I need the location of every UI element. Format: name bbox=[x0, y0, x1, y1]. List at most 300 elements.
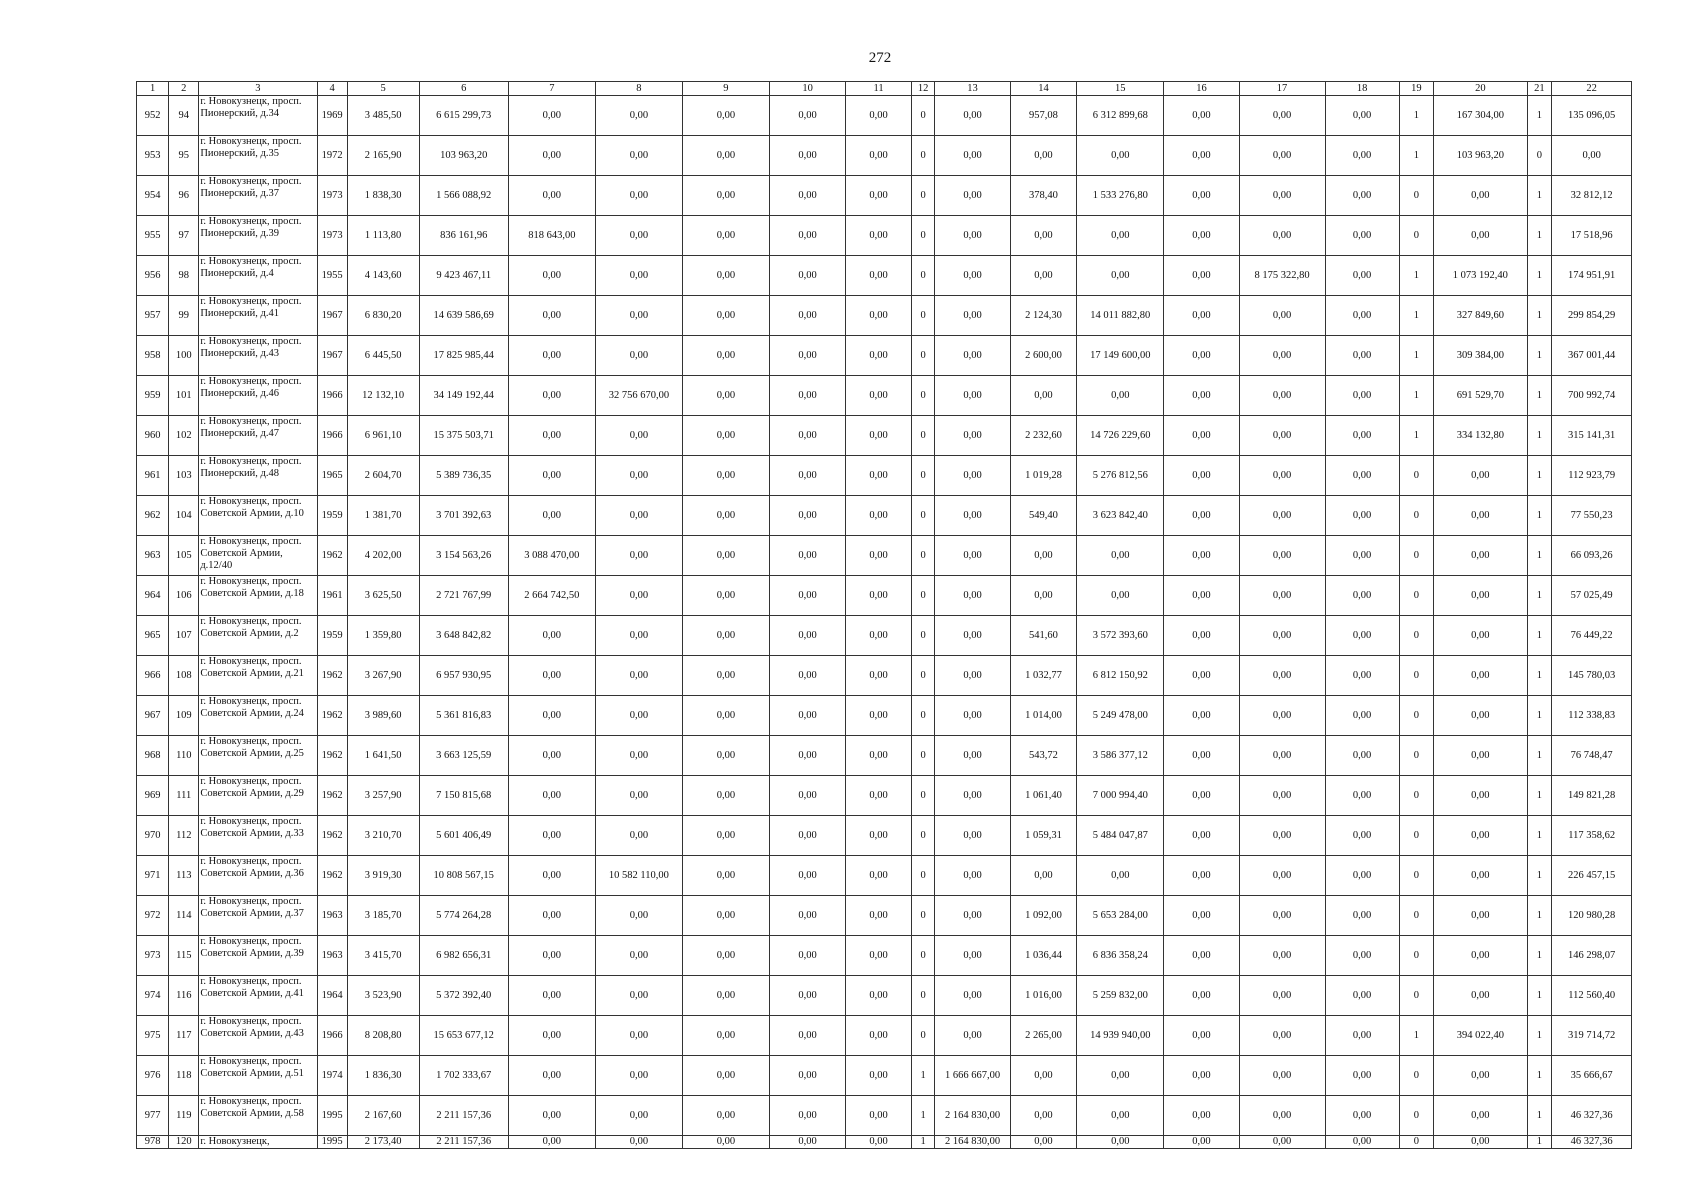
table-cell: 0,00 bbox=[682, 576, 769, 616]
table-cell: 96 bbox=[169, 176, 199, 216]
table-cell: 103 963,20 bbox=[1434, 136, 1528, 176]
address-cell: г. Новокузнецк, просп. Советской Армии, д.51 bbox=[199, 1056, 317, 1096]
table-cell: 1955 bbox=[317, 256, 347, 296]
column-header: 13 bbox=[935, 82, 1010, 96]
table-cell: 0,00 bbox=[769, 176, 845, 216]
table-cell: 1 bbox=[1527, 96, 1552, 136]
table-cell: 0,00 bbox=[1239, 976, 1325, 1016]
table-cell: 969 bbox=[137, 776, 169, 816]
table-cell: 3 210,70 bbox=[347, 816, 419, 856]
table-cell: 1 bbox=[1527, 256, 1552, 296]
table-cell: 970 bbox=[137, 816, 169, 856]
table-cell: 0,00 bbox=[1077, 536, 1164, 576]
table-cell: 1 359,80 bbox=[347, 616, 419, 656]
table-cell: 3 625,50 bbox=[347, 576, 419, 616]
table-cell: 1962 bbox=[317, 536, 347, 576]
table-cell: 0,00 bbox=[1077, 216, 1164, 256]
table-cell: 0,00 bbox=[1239, 336, 1325, 376]
table-cell: 2 721 767,99 bbox=[419, 576, 508, 616]
table-cell: 0,00 bbox=[846, 96, 912, 136]
table-cell: 0 bbox=[911, 416, 935, 456]
table-cell: 0,00 bbox=[595, 1136, 682, 1149]
table-cell: 0,00 bbox=[595, 736, 682, 776]
table-cell: 0,00 bbox=[595, 1056, 682, 1096]
table-cell: 0,00 bbox=[846, 1016, 912, 1056]
table-cell: 0,00 bbox=[935, 536, 1010, 576]
table-cell: 1962 bbox=[317, 856, 347, 896]
table-cell: 1966 bbox=[317, 1016, 347, 1056]
address-cell: г. Новокузнецк, просп. Пионерский, д.37 bbox=[199, 176, 317, 216]
table-cell: 112 bbox=[169, 816, 199, 856]
table-cell: 1964 bbox=[317, 976, 347, 1016]
table-cell: 0,00 bbox=[595, 256, 682, 296]
table-cell: 0,00 bbox=[1325, 1096, 1399, 1136]
table-cell: 1 bbox=[911, 1136, 935, 1149]
table-cell: 2 211 157,36 bbox=[419, 1096, 508, 1136]
address-cell: г. Новокузнецк, просп. Советской Армии, д.29 bbox=[199, 776, 317, 816]
table-cell: 0 bbox=[1399, 976, 1433, 1016]
table-cell: 0,00 bbox=[508, 776, 595, 816]
table-cell: 0,00 bbox=[1434, 976, 1528, 1016]
table-cell: 0,00 bbox=[846, 376, 912, 416]
address-cell: г. Новокузнецк, просп. Пионерский, д.4 bbox=[199, 256, 317, 296]
table-cell: 0,00 bbox=[935, 936, 1010, 976]
table-cell: 0,00 bbox=[1434, 536, 1528, 576]
table-cell: 0,00 bbox=[935, 416, 1010, 456]
table-cell: 0,00 bbox=[1239, 816, 1325, 856]
table-cell: 0,00 bbox=[935, 616, 1010, 656]
table-cell: 0 bbox=[911, 456, 935, 496]
address-cell: г. Новокузнецк, просп. Пионерский, д.39 bbox=[199, 216, 317, 256]
table-cell: 0 bbox=[911, 736, 935, 776]
table-cell: 1 036,44 bbox=[1010, 936, 1077, 976]
table-cell: 0,00 bbox=[1434, 816, 1528, 856]
table-cell: 0,00 bbox=[1239, 496, 1325, 536]
table-cell: 3 267,90 bbox=[347, 656, 419, 696]
table-cell: 1995 bbox=[317, 1136, 347, 1149]
table-cell: 0,00 bbox=[595, 816, 682, 856]
table-cell: 226 457,15 bbox=[1552, 856, 1632, 896]
table-cell: 4 202,00 bbox=[347, 536, 419, 576]
table-cell: 1962 bbox=[317, 696, 347, 736]
table-cell: 0,00 bbox=[935, 856, 1010, 896]
table-cell: 0,00 bbox=[846, 136, 912, 176]
table-cell: 10 582 110,00 bbox=[595, 856, 682, 896]
table-cell: 2 165,90 bbox=[347, 136, 419, 176]
table-cell: 0,00 bbox=[1239, 736, 1325, 776]
table-cell: 1 bbox=[1527, 376, 1552, 416]
table-cell: 0,00 bbox=[769, 1136, 845, 1149]
table-cell: 0 bbox=[1399, 496, 1433, 536]
table-cell: 958 bbox=[137, 336, 169, 376]
table-row bbox=[137, 696, 1632, 736]
table-cell: 3 572 393,60 bbox=[1077, 616, 1164, 656]
table-cell: 0,00 bbox=[1325, 176, 1399, 216]
table-cell: 107 bbox=[169, 616, 199, 656]
table-cell: 0,00 bbox=[682, 496, 769, 536]
table-cell: 0,00 bbox=[508, 176, 595, 216]
table-row bbox=[137, 296, 1632, 336]
table-cell: 1 113,80 bbox=[347, 216, 419, 256]
column-header: 20 bbox=[1434, 82, 1528, 96]
table-cell: 46 327,36 bbox=[1552, 1136, 1632, 1149]
table-row bbox=[137, 256, 1632, 296]
table-cell: 1 073 192,40 bbox=[1434, 256, 1528, 296]
table-cell: 109 bbox=[169, 696, 199, 736]
table-cell: 0,00 bbox=[595, 416, 682, 456]
table-cell: 963 bbox=[137, 536, 169, 576]
table-cell: 2 164 830,00 bbox=[935, 1136, 1010, 1149]
table-cell: 1 bbox=[1399, 96, 1433, 136]
table-cell: 0,00 bbox=[595, 616, 682, 656]
table-cell: 0,00 bbox=[846, 1136, 912, 1149]
table-cell: 119 bbox=[169, 1096, 199, 1136]
table-cell: 299 854,29 bbox=[1552, 296, 1632, 336]
table-cell: 0,00 bbox=[1325, 496, 1399, 536]
table-cell: 0,00 bbox=[1239, 96, 1325, 136]
column-header: 15 bbox=[1077, 82, 1164, 96]
table-cell: 1 702 333,67 bbox=[419, 1056, 508, 1096]
table-cell: 0,00 bbox=[1239, 296, 1325, 336]
table-cell: 2 232,60 bbox=[1010, 416, 1077, 456]
table-cell: 102 bbox=[169, 416, 199, 456]
table-cell: 1 bbox=[1527, 776, 1552, 816]
address-cell: г. Новокузнецк, просп. Пионерский, д.35 bbox=[199, 136, 317, 176]
table-cell: 1 566 088,92 bbox=[419, 176, 508, 216]
table-cell: 0,00 bbox=[595, 776, 682, 816]
table-cell: 3 919,30 bbox=[347, 856, 419, 896]
table-cell: 0,00 bbox=[769, 456, 845, 496]
table-cell: 1963 bbox=[317, 896, 347, 936]
table-cell: 0,00 bbox=[935, 736, 1010, 776]
table-row bbox=[137, 1096, 1632, 1136]
address-cell: г. Новокузнецк, просп. Пионерский, д.34 bbox=[199, 96, 317, 136]
table-cell: 0,00 bbox=[846, 576, 912, 616]
table-cell: 0,00 bbox=[508, 856, 595, 896]
table-cell: 0,00 bbox=[846, 896, 912, 936]
table-cell: 174 951,91 bbox=[1552, 256, 1632, 296]
table-cell: 1 bbox=[1527, 216, 1552, 256]
table-cell: 5 484 047,87 bbox=[1077, 816, 1164, 856]
table-cell: 1 bbox=[1527, 176, 1552, 216]
table-cell: 0,00 bbox=[1164, 176, 1239, 216]
table-cell: 0,00 bbox=[769, 976, 845, 1016]
table-cell: 0,00 bbox=[1164, 976, 1239, 1016]
table-cell: 146 298,07 bbox=[1552, 936, 1632, 976]
table-row bbox=[137, 576, 1632, 616]
column-header: 4 bbox=[317, 82, 347, 96]
table-cell: 0 bbox=[1399, 456, 1433, 496]
table-cell: 0 bbox=[1399, 1096, 1433, 1136]
table-cell: 97 bbox=[169, 216, 199, 256]
table-cell: 0,00 bbox=[1164, 856, 1239, 896]
table-cell: 0,00 bbox=[769, 656, 845, 696]
table-cell: 1 bbox=[1527, 816, 1552, 856]
table-cell: 0,00 bbox=[1325, 576, 1399, 616]
table-cell: 0,00 bbox=[1164, 376, 1239, 416]
table-cell: 5 259 832,00 bbox=[1077, 976, 1164, 1016]
table-cell: 0,00 bbox=[1239, 776, 1325, 816]
table-cell: 0,00 bbox=[1164, 816, 1239, 856]
table-cell: 0,00 bbox=[769, 256, 845, 296]
table-cell: 0,00 bbox=[1325, 936, 1399, 976]
table-cell: 0,00 bbox=[1239, 1096, 1325, 1136]
table-cell: 0,00 bbox=[1325, 656, 1399, 696]
table-row bbox=[137, 1056, 1632, 1096]
table-cell: 0 bbox=[1399, 856, 1433, 896]
table-cell: 0,00 bbox=[508, 1136, 595, 1149]
table-header-row bbox=[137, 82, 1632, 96]
table-cell: 0,00 bbox=[682, 616, 769, 656]
table-cell: 0,00 bbox=[682, 456, 769, 496]
table-cell: 0,00 bbox=[935, 776, 1010, 816]
table-cell: 0,00 bbox=[846, 496, 912, 536]
address-cell: г. Новокузнецк, просп. Советской Армии, д.18 bbox=[199, 576, 317, 616]
table-cell: 2 167,60 bbox=[347, 1096, 419, 1136]
table-cell: 956 bbox=[137, 256, 169, 296]
table-cell: 0,00 bbox=[769, 96, 845, 136]
table-cell: 6 982 656,31 bbox=[419, 936, 508, 976]
table-cell: 974 bbox=[137, 976, 169, 1016]
table-cell: 315 141,31 bbox=[1552, 416, 1632, 456]
table-cell: 112 338,83 bbox=[1552, 696, 1632, 736]
table-cell: 0,00 bbox=[769, 536, 845, 576]
table-cell: 0,00 bbox=[846, 976, 912, 1016]
table-cell: 0,00 bbox=[1239, 856, 1325, 896]
table-cell: 1 bbox=[1399, 1016, 1433, 1056]
table-cell: 0,00 bbox=[595, 936, 682, 976]
column-header: 19 bbox=[1399, 82, 1433, 96]
table-cell: 0,00 bbox=[846, 216, 912, 256]
table-cell: 0,00 bbox=[595, 96, 682, 136]
table-cell: 104 bbox=[169, 496, 199, 536]
table-cell: 0,00 bbox=[1325, 616, 1399, 656]
table-cell: 2 173,40 bbox=[347, 1136, 419, 1149]
table-cell: 0 bbox=[911, 216, 935, 256]
table-cell: 0,00 bbox=[1164, 776, 1239, 816]
table-cell: 0,00 bbox=[595, 136, 682, 176]
table-cell: 0,00 bbox=[769, 896, 845, 936]
table-cell: 5 372 392,40 bbox=[419, 976, 508, 1016]
table-cell: 0,00 bbox=[1434, 616, 1528, 656]
table-cell: 1 bbox=[1527, 496, 1552, 536]
table-cell: 145 780,03 bbox=[1552, 656, 1632, 696]
table-cell: 327 849,60 bbox=[1434, 296, 1528, 336]
table-cell: 3 088 470,00 bbox=[508, 536, 595, 576]
table-cell: 117 358,62 bbox=[1552, 816, 1632, 856]
table-cell: 1 bbox=[1527, 536, 1552, 576]
table-cell: 95 bbox=[169, 136, 199, 176]
table-cell: 0 bbox=[911, 856, 935, 896]
table-cell: 818 643,00 bbox=[508, 216, 595, 256]
table-cell: 0,00 bbox=[1325, 1056, 1399, 1096]
table-cell: 0,00 bbox=[1239, 1136, 1325, 1149]
table-cell: 0,00 bbox=[1010, 536, 1077, 576]
table-cell: 0 bbox=[911, 696, 935, 736]
table-cell: 7 150 815,68 bbox=[419, 776, 508, 816]
table-cell: 0,00 bbox=[508, 416, 595, 456]
table-cell: 15 653 677,12 bbox=[419, 1016, 508, 1056]
table-cell: 0,00 bbox=[935, 296, 1010, 336]
table-cell: 1 bbox=[1527, 856, 1552, 896]
table-cell: 0 bbox=[911, 176, 935, 216]
table-cell: 1 bbox=[1527, 896, 1552, 936]
table-cell: 105 bbox=[169, 536, 199, 576]
table-cell: 0,00 bbox=[1434, 496, 1528, 536]
table-cell: 0,00 bbox=[682, 936, 769, 976]
column-header: 3 bbox=[199, 82, 317, 96]
table-cell: 14 939 940,00 bbox=[1077, 1016, 1164, 1056]
table-cell: 5 601 406,49 bbox=[419, 816, 508, 856]
table-cell: 0,00 bbox=[935, 256, 1010, 296]
table-cell: 3 586 377,12 bbox=[1077, 736, 1164, 776]
address-cell: г. Новокузнецк, bbox=[199, 1136, 317, 1149]
table-cell: 1 bbox=[1527, 976, 1552, 1016]
address-cell: г. Новокузнецк, просп. Советской Армии, д.12/40 bbox=[199, 536, 317, 576]
table-cell: 5 653 284,00 bbox=[1077, 896, 1164, 936]
table-cell: 0,00 bbox=[1434, 576, 1528, 616]
table-cell: 1 016,00 bbox=[1010, 976, 1077, 1016]
table-cell: 111 bbox=[169, 776, 199, 816]
table-cell: 0,00 bbox=[595, 336, 682, 376]
table-cell: 1 bbox=[1527, 576, 1552, 616]
table-cell: 5 389 736,35 bbox=[419, 456, 508, 496]
column-header: 11 bbox=[846, 82, 912, 96]
table-cell: 700 992,74 bbox=[1552, 376, 1632, 416]
table-cell: 0,00 bbox=[1164, 256, 1239, 296]
table-cell: 0,00 bbox=[1239, 1016, 1325, 1056]
table-cell: 957,08 bbox=[1010, 96, 1077, 136]
table-cell: 0 bbox=[1399, 776, 1433, 816]
table-cell: 1 bbox=[1527, 936, 1552, 976]
table-cell: 1972 bbox=[317, 136, 347, 176]
table-cell: 0,00 bbox=[769, 216, 845, 256]
table-cell: 0,00 bbox=[1010, 856, 1077, 896]
table-cell: 0,00 bbox=[935, 976, 1010, 1016]
table-cell: 1966 bbox=[317, 416, 347, 456]
table-cell: 978 bbox=[137, 1136, 169, 1149]
table-cell: 1 bbox=[1527, 416, 1552, 456]
table-cell: 0,00 bbox=[1077, 1136, 1164, 1149]
table-cell: 0,00 bbox=[682, 816, 769, 856]
table-cell: 0 bbox=[911, 376, 935, 416]
table-cell: 0,00 bbox=[595, 1096, 682, 1136]
table-cell: 0,00 bbox=[508, 296, 595, 336]
table-cell: 0,00 bbox=[769, 296, 845, 336]
table-cell: 0,00 bbox=[1325, 816, 1399, 856]
table-cell: 3 663 125,59 bbox=[419, 736, 508, 776]
table-cell: 0,00 bbox=[508, 696, 595, 736]
table-cell: 957 bbox=[137, 296, 169, 336]
table-cell: 0,00 bbox=[1164, 936, 1239, 976]
table-cell: 0 bbox=[911, 256, 935, 296]
address-cell: г. Новокузнецк, просп. Пионерский, д.48 bbox=[199, 456, 317, 496]
table-row bbox=[137, 456, 1632, 496]
table-cell: 6 445,50 bbox=[347, 336, 419, 376]
table-cell: 77 550,23 bbox=[1552, 496, 1632, 536]
table-cell: 0 bbox=[1399, 576, 1433, 616]
table-cell: 0,00 bbox=[1010, 1096, 1077, 1136]
data-table bbox=[136, 81, 1632, 1149]
table-cell: 1 533 276,80 bbox=[1077, 176, 1164, 216]
table-cell: 0 bbox=[911, 576, 935, 616]
table-cell: 6 836 358,24 bbox=[1077, 936, 1164, 976]
table-cell: 0,00 bbox=[846, 176, 912, 216]
table-cell: 0,00 bbox=[769, 856, 845, 896]
table-cell: 0,00 bbox=[769, 1056, 845, 1096]
table-cell: 0,00 bbox=[1164, 1056, 1239, 1096]
table-cell: 0,00 bbox=[508, 1056, 595, 1096]
table-cell: 2 164 830,00 bbox=[935, 1096, 1010, 1136]
table-cell: 0,00 bbox=[935, 816, 1010, 856]
table-cell: 0,00 bbox=[682, 416, 769, 456]
table-cell: 0,00 bbox=[935, 176, 1010, 216]
table-cell: 0 bbox=[1399, 1056, 1433, 1096]
table-body bbox=[137, 96, 1632, 1149]
table-cell: 0,00 bbox=[508, 456, 595, 496]
table-row bbox=[137, 1016, 1632, 1056]
table-cell: 1 bbox=[1399, 296, 1433, 336]
table-cell: 115 bbox=[169, 936, 199, 976]
table-cell: 135 096,05 bbox=[1552, 96, 1632, 136]
column-header: 7 bbox=[508, 82, 595, 96]
table-cell: 0 bbox=[911, 136, 935, 176]
table-cell: 1962 bbox=[317, 656, 347, 696]
table-cell: 120 bbox=[169, 1136, 199, 1149]
table-cell: 0,00 bbox=[1239, 936, 1325, 976]
table-cell: 1 bbox=[1527, 1056, 1552, 1096]
table-cell: 0 bbox=[1527, 136, 1552, 176]
table-cell: 0,00 bbox=[508, 1016, 595, 1056]
table-row bbox=[137, 416, 1632, 456]
column-header: 22 bbox=[1552, 82, 1632, 96]
table-cell: 0 bbox=[1399, 216, 1433, 256]
table-cell: 76 449,22 bbox=[1552, 616, 1632, 656]
table-cell: 0,00 bbox=[682, 1056, 769, 1096]
table-cell: 1 bbox=[1527, 336, 1552, 376]
table-cell: 0,00 bbox=[935, 696, 1010, 736]
address-cell: г. Новокузнецк, просп. Пионерский, д.43 bbox=[199, 336, 317, 376]
table-cell: 0,00 bbox=[1325, 696, 1399, 736]
table-cell: 2 211 157,36 bbox=[419, 1136, 508, 1149]
table-cell: 0,00 bbox=[508, 1096, 595, 1136]
table-cell: 1973 bbox=[317, 216, 347, 256]
table-cell: 0,00 bbox=[846, 536, 912, 576]
table-cell: 0,00 bbox=[846, 736, 912, 776]
table-row bbox=[137, 1136, 1632, 1149]
table-cell: 110 bbox=[169, 736, 199, 776]
table-cell: 100 bbox=[169, 336, 199, 376]
table-cell: 0,00 bbox=[508, 256, 595, 296]
table-cell: 32 812,12 bbox=[1552, 176, 1632, 216]
table-cell: 0,00 bbox=[682, 256, 769, 296]
table-cell: 0,00 bbox=[595, 576, 682, 616]
table-cell: 0,00 bbox=[1077, 576, 1164, 616]
table-cell: 0,00 bbox=[508, 936, 595, 976]
table-cell: 0,00 bbox=[595, 456, 682, 496]
table-cell: 0,00 bbox=[769, 616, 845, 656]
table-cell: 0,00 bbox=[595, 656, 682, 696]
table-cell: 1 019,28 bbox=[1010, 456, 1077, 496]
table-cell: 0,00 bbox=[769, 416, 845, 456]
table-cell: 9 423 467,11 bbox=[419, 256, 508, 296]
table-cell: 309 384,00 bbox=[1434, 336, 1528, 376]
table-cell: 0,00 bbox=[846, 296, 912, 336]
table-cell: 0 bbox=[1399, 656, 1433, 696]
table-cell: 0,00 bbox=[682, 656, 769, 696]
table-cell: 0,00 bbox=[935, 896, 1010, 936]
table-cell: 17 518,96 bbox=[1552, 216, 1632, 256]
